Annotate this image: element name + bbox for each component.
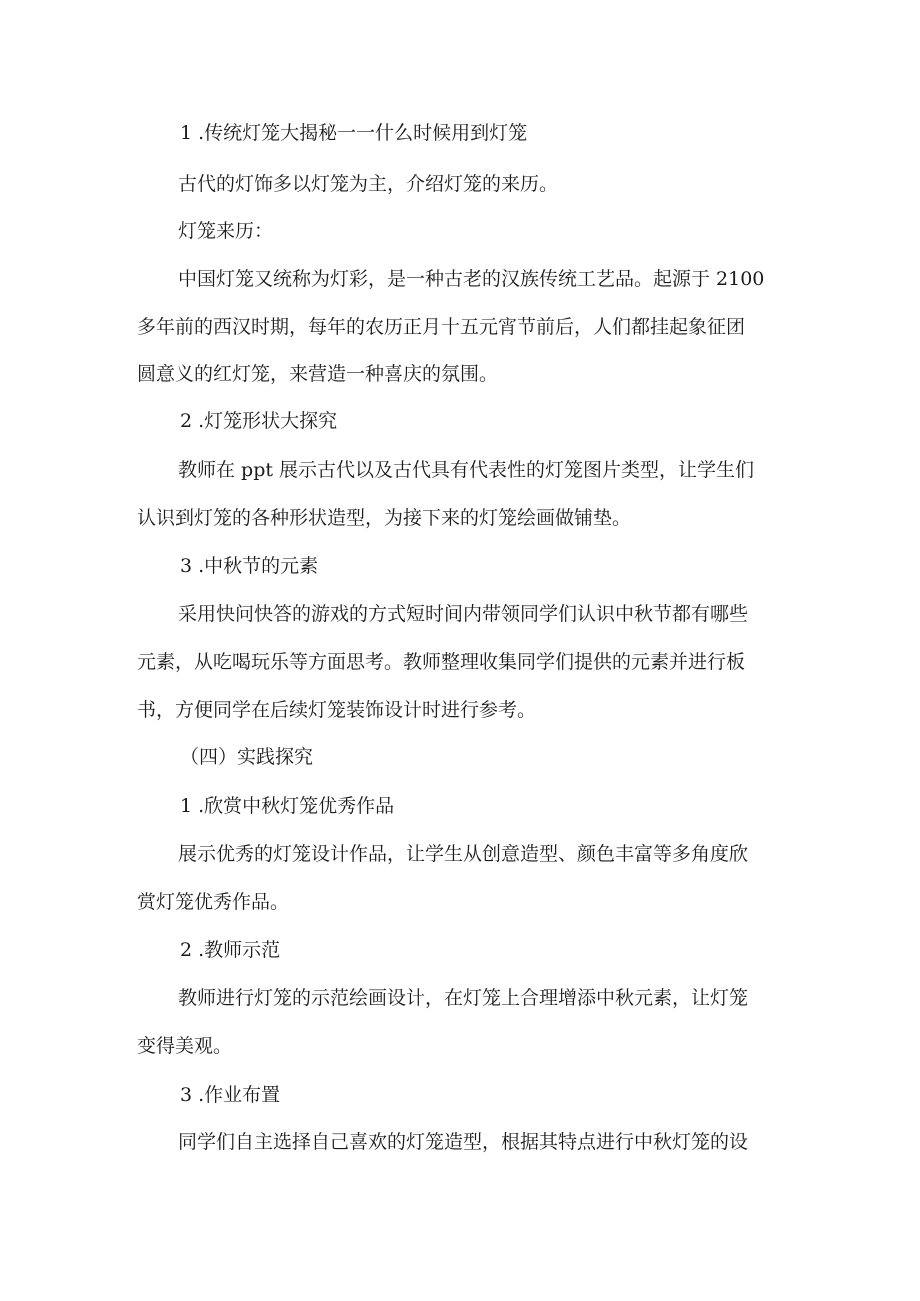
section-heading-mid-autumn-elements: 3 .中秋节的元素 — [180, 555, 319, 577]
paragraph-line: 圆意义的红灯笼，来营造一种喜庆的氛围。 — [137, 363, 499, 385]
section-heading-lantern-shapes: 2 .灯笼形状大探究 — [180, 410, 338, 432]
paragraph-line: 同学们自主选择自己喜欢的灯笼造型，根据其特点进行中秋灯笼的设 — [178, 1131, 749, 1153]
section-heading-traditional-lanterns: 1 .传统灯笼大揭秘一一什么时候用到灯笼 — [180, 122, 528, 144]
paragraph-line: 赏灯笼优秀作品。 — [137, 891, 290, 913]
paragraph-line: 变得美观。 — [137, 1035, 233, 1057]
paragraph-line: 中国灯笼又统称为灯彩，是一种古老的汉族传统工艺品。起源于 2100 — [178, 268, 765, 290]
paragraph-line: 采用快问快答的游戏的方式短时间内带领同学们认识中秋节都有哪些 — [178, 603, 749, 625]
paragraph-line: 教师进行灯笼的示范绘画设计，在灯笼上合理增添中秋元素，让灯笼 — [178, 987, 749, 1009]
section-heading-practice: （四）实践探究 — [180, 746, 314, 768]
section-heading-teacher-demo: 2 .教师示范 — [180, 939, 281, 961]
section-heading-homework: 3 .作业布置 — [180, 1084, 281, 1106]
section-heading-appreciation: 1 .欣赏中秋灯笼优秀作品 — [180, 795, 395, 817]
paragraph-line: 展示优秀的灯笼设计作品，让学生从创意造型、颜色丰富等多角度欣 — [178, 843, 749, 865]
paragraph-line: 多年前的西汉时期，每年的农历正月十五元宵节前后，人们都挂起象征团 — [137, 316, 746, 338]
paragraph-line: 灯笼来历： — [178, 220, 274, 242]
paragraph-line: 元素，从吃喝玩乐等方面思考。教师整理收集同学们提供的元素并进行板 — [137, 651, 746, 673]
paragraph-line: 书，方便同学在后续灯笼装饰设计时进行参考。 — [137, 699, 537, 721]
paragraph-line: 教师在 ppt 展示古代以及古代具有代表性的灯笼图片类型，让学生们 — [178, 459, 755, 481]
paragraph-line: 认识到灯笼的各种形状造型，为接下来的灯笼绘画做铺垫。 — [137, 507, 632, 529]
paragraph-line: 古代的灯饰多以灯笼为主，介绍灯笼的来历。 — [178, 173, 559, 195]
